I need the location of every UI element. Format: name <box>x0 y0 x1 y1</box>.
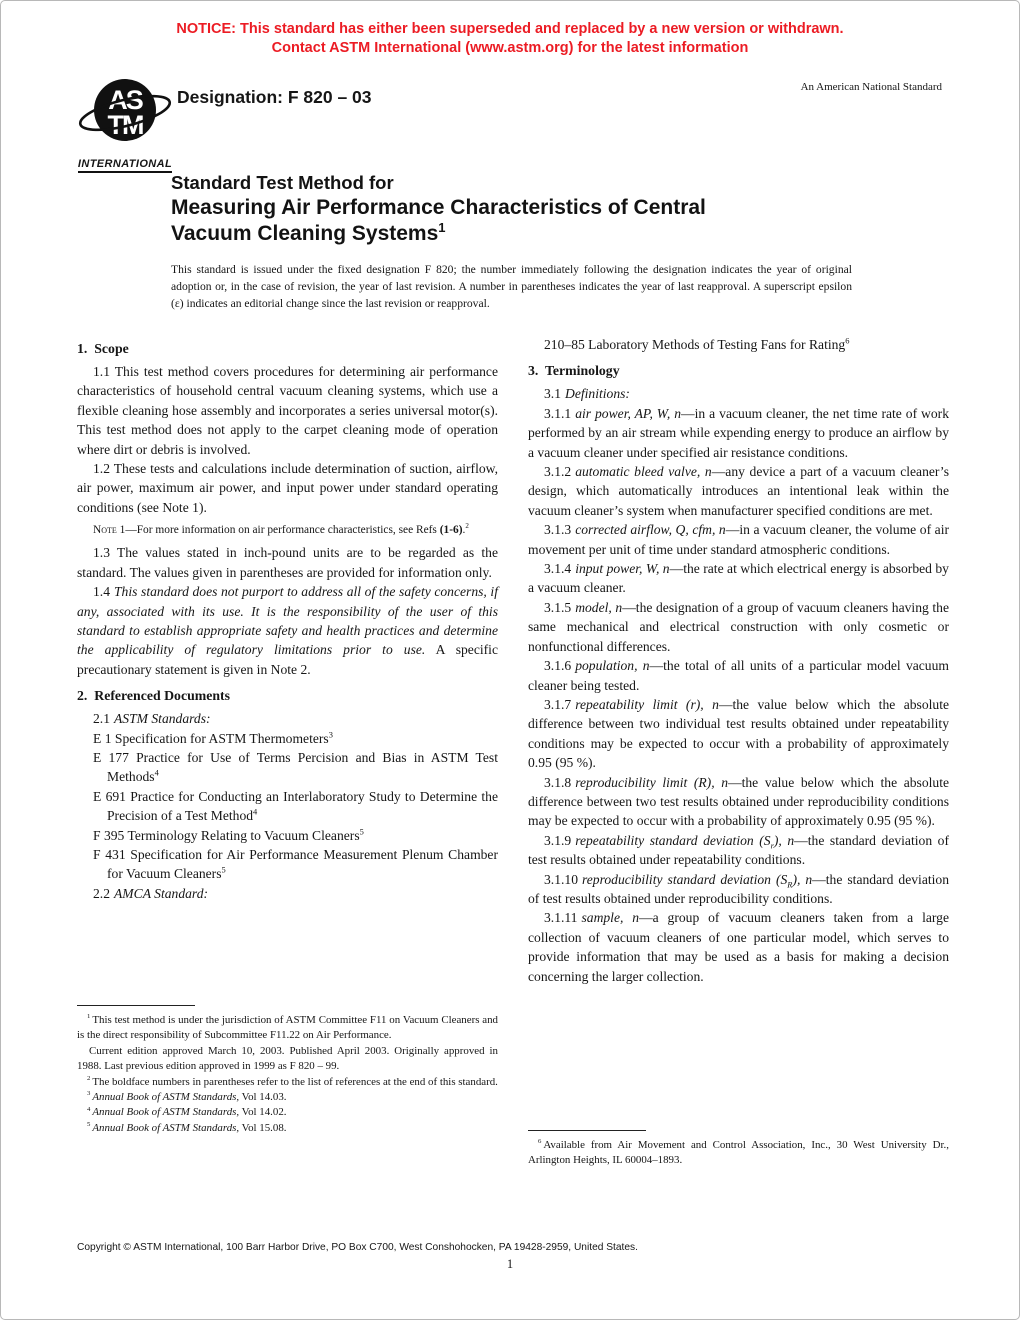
section-3-heading: 3. Terminology <box>528 363 620 379</box>
definition-3-1-10: 3.1.10 reproducibility standard deviation $(S_R)$, n—the standard deviation of test results obtained under reproducibility conditions. <box>528 871 950 906</box>
reference-item: E 691 Practice for Conducting an Interlaboratory Study to Determine the Precision of a Test Method$^4$ <box>93 788 498 824</box>
footnote-edition: Current edition approved March 10, 2003. Published April 2003. Originally approved in 1988. Last previous edition approved in 1999 as F 820 – 99. <box>77 1044 498 1073</box>
copyright-line: Copyright © ASTM International, 100 Barr Harbor Drive, PO Box C700, West Conshohocken, PA 19428-2959, United States. <box>77 1242 638 1253</box>
svg-text:TM: TM <box>107 110 143 140</box>
footnote-rule <box>528 1130 646 1131</box>
footnote-2: $^2$ The boldface numbers in parentheses refer to the list of references at the end of this standard. <box>87 1075 498 1088</box>
footnotes-left <box>77 1005 498 1136</box>
title-line-1: Standard Test Method for <box>171 172 394 193</box>
reference-item: E 1 Specification for ASTM Thermometers$^3$ <box>93 729 333 746</box>
left-column <box>77 335 498 903</box>
definition-3-1-4: 3.1.4 input power, W, n—the rate at which electrical energy is absorbed by a vacuum cleaner. <box>528 561 949 596</box>
svg-text:AS: AS <box>108 85 142 115</box>
reference-item: E 177 Practice for Use of Terms Percision and Bias in ASTM Test Methods$^4$ <box>93 750 498 785</box>
footnote-rule <box>77 1005 195 1006</box>
footnotes-right <box>528 1130 949 1169</box>
para-1-1: 1.1 This test method covers procedures for determining air performance characteristics of household central vacuum cleaning systems, which use a flexible cleaning hose assembly and incorporates a series universal motor(s). This test method does not apply to the carpet cleaning mode of operation where dirt or debris is involved. <box>77 364 498 457</box>
subsection-2-1: 2.1 ASTM Standards: <box>93 711 211 727</box>
reference-item: F 395 Terminology Relating to Vacuum Cleaners$^5$ <box>93 826 364 843</box>
superseded-notice <box>1 20 1019 57</box>
section-2-heading: 2. Referenced Documents <box>77 688 231 704</box>
reference-item: F 431 Specification for Air Performance Measurement Plenum Chamber for Vacuum Cleaners$^5$ <box>93 847 498 882</box>
definition-3-1-1: 3.1.1 air power, AP, W, n—in a vacuum cleaner, the net time rate of work performed by an air stream while expending energy to produce an airflow by a vacuum cleaner under specified air resistance conditions. <box>528 405 949 460</box>
footnote-1: $^1$ This test method is under the jurisdiction of ASTM Committee F11 on Vacuum Cleaners and is the direct responsibility of Subcommittee F11.22 on Air Performance. <box>77 1013 498 1042</box>
definition-3-1-8: 3.1.8 reproducibility limit (R), n—the value below which the absolute difference between two test results obtained under reproducibility conditions may be expected to occur with a probability of approximately 0.95 (95 %). <box>528 774 950 829</box>
national-standard-label: An American National Standard <box>800 81 942 93</box>
section-1-heading: 1. Scope <box>77 341 129 356</box>
notice-line-1: NOTICE: This standard has either been superseded and replaced by a new version or withdrawn. <box>176 21 844 37</box>
reference-item-amca: 210–85 Laboratory Methods of Testing Fans for Rating$^6$ <box>544 335 850 352</box>
astm-logo <box>75 75 175 173</box>
definition-3-1-3: 3.1.3 corrected airflow, Q, cfm, n—in a vacuum cleaner, the volume of air movement per unit of time under standard atmospheric conditions. <box>528 522 949 557</box>
subsection-2-2: 2.2 AMCA Standard: <box>93 885 209 901</box>
subsection-3-1: 3.1 Definitions: <box>544 386 630 402</box>
logo-subtitle: INTERNATIONAL <box>78 158 172 173</box>
issue-statement: This standard is issued under the fixed designation F 820; the number immediately following the designation indicates the year of original adoption or, in the case of revision, the year of last revision. A number in parentheses indicates the year of last reapproval. A superscript epsilon (ε) indicates an editorial change since the last revision or reapproval. <box>171 263 852 310</box>
page-number: 1 <box>506 1257 514 1271</box>
footnote-4: $^4$ Annual Book of ASTM Standards, Vol 14.02. <box>87 1105 287 1119</box>
para-1-2: 1.2 These tests and calculations include determination of suction, airflow, air power, maximum air power, and input power under standard operating conditions (see Note 1). <box>77 461 498 515</box>
para-1-3: 1.3 The values stated in inch-pound units are to be regarded as the standard. The values given in parentheses are provided for information only. <box>77 545 498 580</box>
footnote-6: $^6$ Available from Air Movement and Control Association, Inc., 30 West University Dr., Arlington Heights, IL 60004–1893. <box>528 1138 949 1167</box>
footnote-3: $^3$ Annual Book of ASTM Standards, Vol 14.03. <box>87 1090 287 1104</box>
definition-3-1-9: 3.1.9 repeatability standard deviation $(S_r)$, n—the standard deviation of test results obtained under repeatability conditions. <box>528 832 950 868</box>
para-1-4: 1.4 This standard does not purport to address all of the safety concerns, if any, associated with its use. It is the responsibility of the user of this standard to establish appropriate safety and health practices and determine the applicability of regulatory limitations prior to use. A specific precautionary statement is given in Note 2. <box>77 584 498 677</box>
definition-3-1-11: 3.1.11 sample, n—a group of vacuum cleaners taken from a large collection of vacuum cleaners of one particular model, which serves to provide information that may be used as a basis for making a decision concerning the larger collection. <box>528 910 949 984</box>
footnote-5: $^5$ Annual Book of ASTM Standards, Vol 15.08. <box>87 1121 287 1134</box>
note-1: Note 1—For more information on air performance characteristics, see Refs (1-6).$^2$ <box>93 522 469 537</box>
definition-3-1-6: 3.1.6 population, n—the total of all units of a particular model vacuum cleaner being tested. <box>528 658 949 693</box>
astm-globe-icon <box>77 75 173 149</box>
definition-3-1-5: 3.1.5 model, n—the designation of a group of vacuum cleaners having the same mechanical and electrical construction with only cosmetic or nonfunctional differences. <box>528 599 949 654</box>
definition-3-1-2: 3.1.2 automatic bleed valve, n—any device a part of a vacuum cleaner’s design, which automatically introduces an intentional leak within the vacuum cleaner’s system when manufacturer specified conditions are met. <box>528 464 949 518</box>
title-line-3: Vacuum Cleaning Systems$^1$ <box>171 220 446 245</box>
notice-line-2: Contact ASTM International (www.astm.org) for the latest information <box>271 39 749 56</box>
designation-text: Designation: F 820 – 03 <box>177 87 372 107</box>
document-title <box>171 171 706 247</box>
definition-3-1-7: 3.1.7 repeatability limit (r), n—the value below which the absolute difference between two individual test results obtained under repeatability conditions may be expected to occur with a probability of approximately 0.95 (95 %). <box>528 696 949 771</box>
right-column <box>528 335 949 986</box>
title-line-2: Measuring Air Performance Characteristics of Central <box>171 196 706 219</box>
